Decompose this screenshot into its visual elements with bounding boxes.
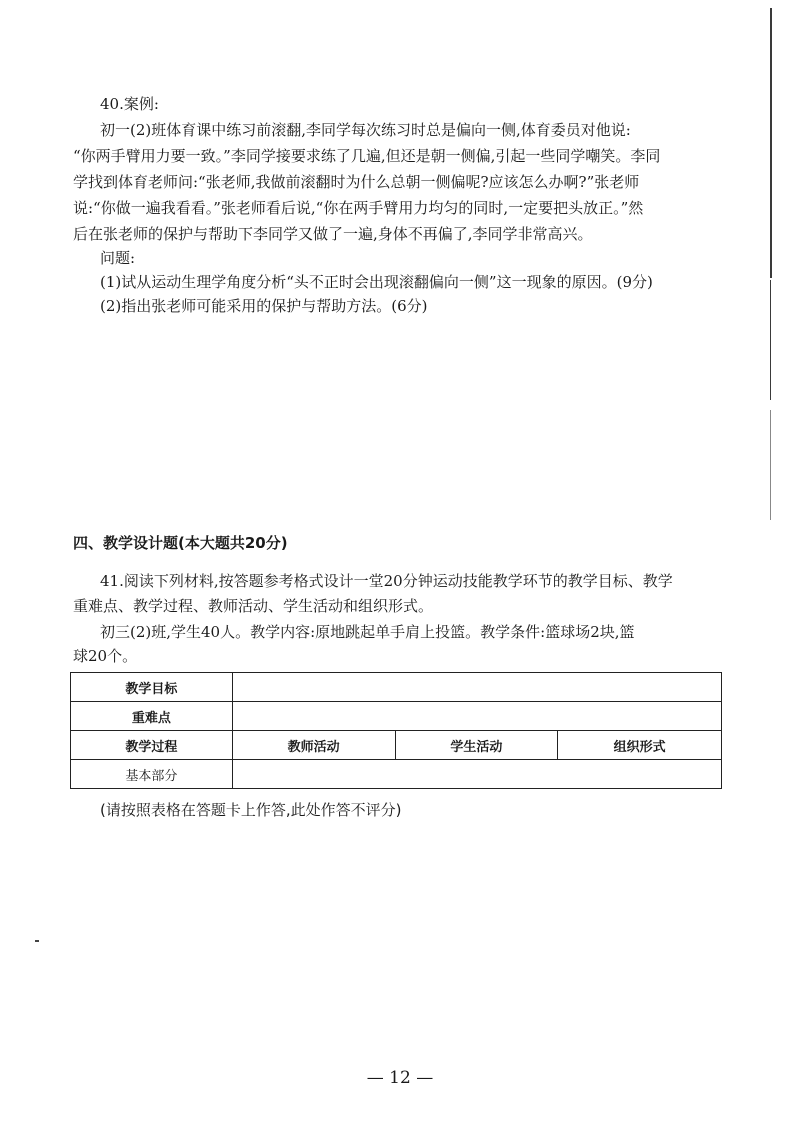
scan-speck: [35, 940, 39, 942]
q40-heading: 40.案例:: [100, 95, 159, 113]
cell-basic-part-answer: [232, 760, 721, 789]
q41-note: (请按照表格在答题卡上作答,此处作答不评分): [100, 801, 402, 819]
q40-case-line: 说:“你做一遍我看看。”张老师看后说,“你在两手臂用力均匀的同时,一定要把头放正。”然: [73, 199, 644, 217]
teaching-design-table: [70, 672, 722, 789]
page-number: — 12 —: [366, 1068, 434, 1088]
table-row: [71, 673, 722, 702]
q41-prompt-line: 41.阅读下列材料,按答题参考格式设计一堂20分钟运动技能教学环节的教学目标、教学: [100, 572, 673, 590]
cell-organization-header: 组织形式: [558, 731, 722, 760]
q41-material-line: 球20个。: [73, 647, 138, 665]
q40-question-2: (2)指出张老师可能采用的保护与帮助方法。(6分): [100, 297, 428, 315]
cell-teacher-activity-header: 教师活动: [232, 731, 395, 760]
table-row: [71, 731, 722, 760]
q40-case-line: 后在张老师的保护与帮助下李同学又做了一遍,身体不再偏了,李同学非常高兴。: [73, 225, 593, 243]
cell-process-label: 教学过程: [71, 731, 233, 760]
q40-question-1: (1)试从运动生理学角度分析“头不正时会出现滚翻偏向一侧”这一现象的原因。(9分): [100, 273, 653, 291]
cell-key-points-label: 重难点: [71, 702, 233, 731]
binding-edge-line: [770, 410, 771, 520]
q41-material-line: 初三(2)班,学生40人。教学内容:原地跳起单手肩上投篮。教学条件:篮球场2块,篮: [100, 623, 635, 641]
section-4-heading: 四、教学设计题(本大题共20分): [73, 534, 288, 552]
q40-questions-label: 问题:: [100, 249, 136, 267]
q40-case-line: 学找到体育老师问:“张老师,我做前滚翻时为什么总朝一侧偏呢?应该怎么办啊?”张老师: [73, 173, 640, 191]
binding-edge-line: [770, 280, 771, 400]
cell-teaching-goal-label: 教学目标: [71, 673, 233, 702]
cell-student-activity-header: 学生活动: [395, 731, 558, 760]
q40-case-line: “你两手臂用力要一致。”李同学接要求练了几遍,但还是朝一侧偏,引起一些同学嘲笑。李同: [73, 147, 661, 165]
cell-teaching-goal-answer: [232, 673, 721, 702]
cell-basic-part-label: 基本部分: [71, 760, 233, 789]
table-row: [71, 702, 722, 731]
binding-edge-line: [770, 8, 772, 278]
cell-key-points-answer: [232, 702, 721, 731]
table-row: [71, 760, 722, 789]
q40-case-line: 初一(2)班体育课中练习前滚翻,李同学每次练习时总是偏向一侧,体育委员对他说:: [100, 121, 631, 139]
q41-prompt-line: 重难点、教学过程、教师活动、学生活动和组织形式。: [73, 597, 434, 615]
